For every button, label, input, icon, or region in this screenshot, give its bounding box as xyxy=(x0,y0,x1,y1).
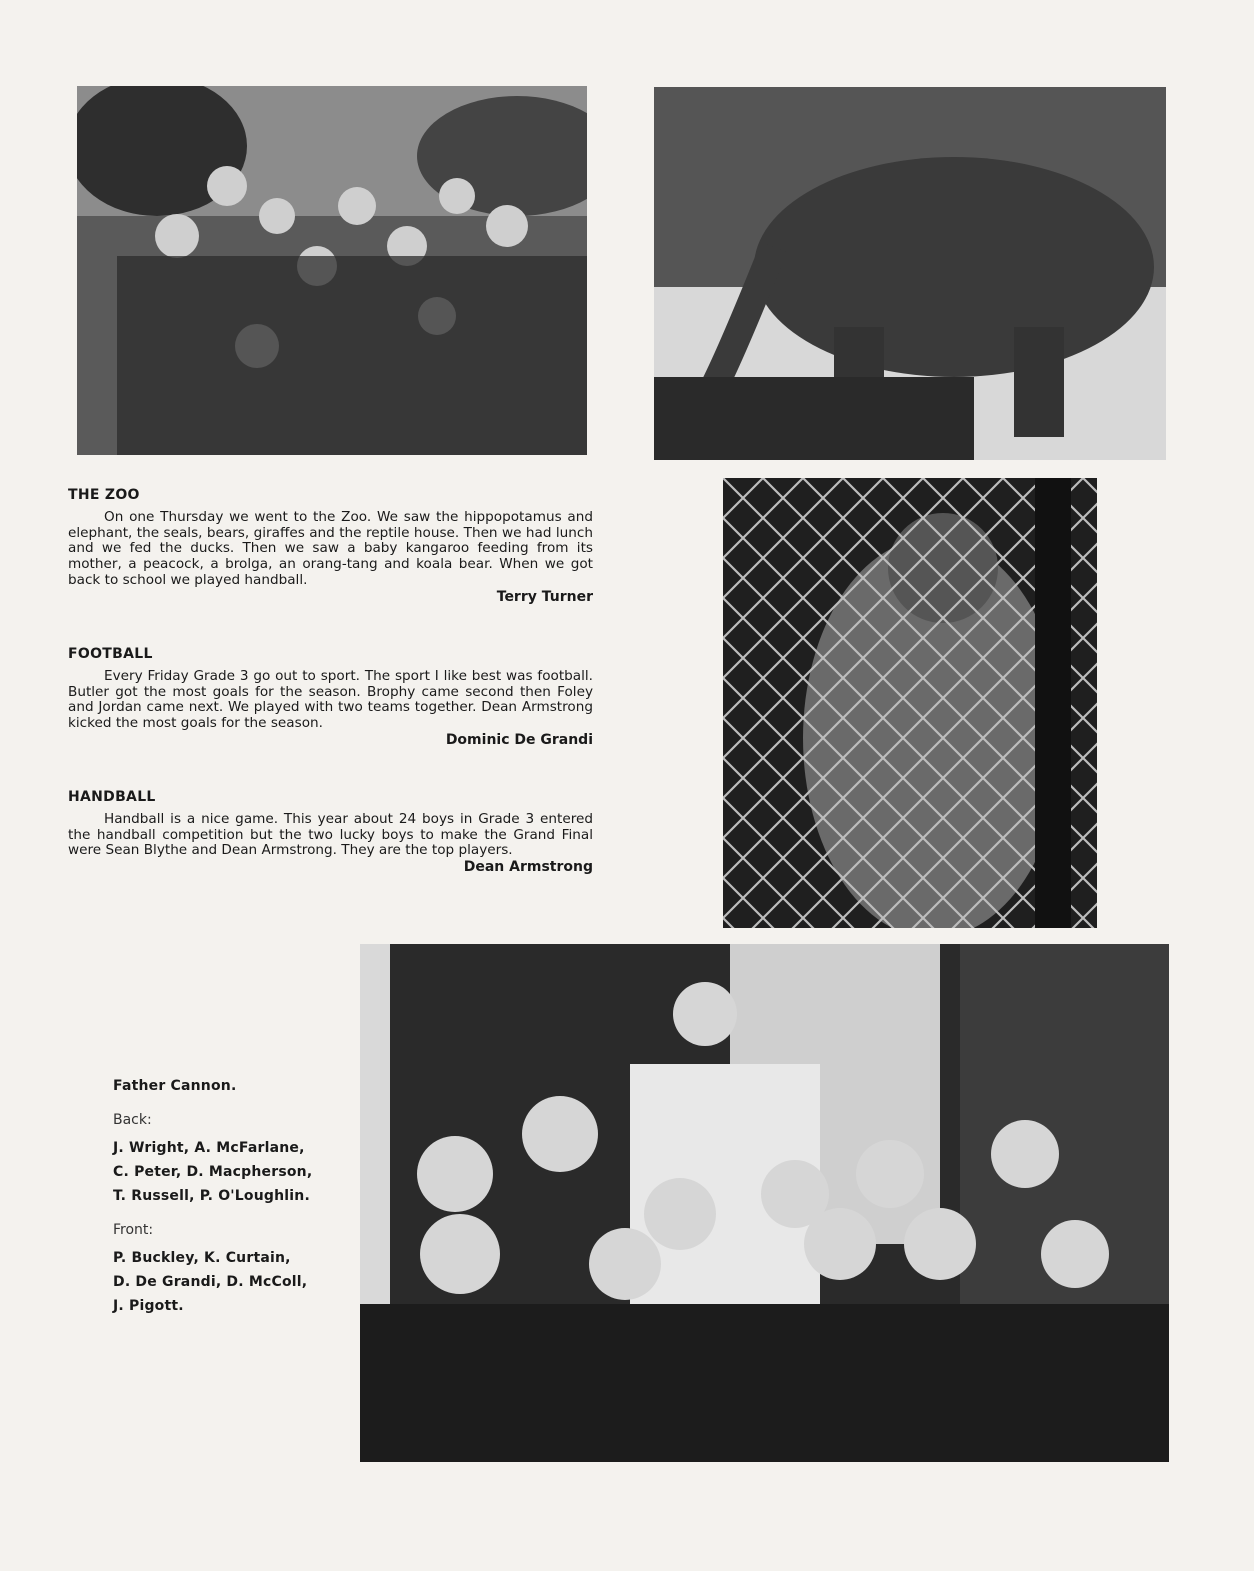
class-photo-caption xyxy=(113,1074,353,1318)
caption-front-line: D. De Grandi, D. McColl, xyxy=(113,1274,308,1290)
article-football xyxy=(68,647,593,749)
article-author: Terry Turner xyxy=(496,588,593,605)
article-handball xyxy=(68,790,593,876)
article-zoo xyxy=(68,488,593,606)
article-author: Dominic De Grandi xyxy=(445,731,593,748)
article-body: Every Friday Grade 3 go out to sport. The sport I like best was football. Butler got the most goals for the season. Brophy came second then Foley and Jordan came next. We played with two teams together. Dean Armstrong kicked the most goals for the season. xyxy=(68,667,593,732)
photo-elephant xyxy=(654,87,1166,460)
caption-front-line: J. Pigott. xyxy=(113,1298,184,1314)
caption-back-line: C. Peter, D. Macpherson, xyxy=(113,1164,313,1180)
article-heading: FOOTBALL xyxy=(68,646,153,662)
photo-monkey-behind-fence xyxy=(723,478,1097,928)
article-body: Handball is a nice game. This year about 24 boys in Grade 3 entered the handball competition but the two lucky boys to make the Grand Final were Sean Blythe and Dean Armstrong. They are the top players. xyxy=(68,810,593,859)
article-heading: THE ZOO xyxy=(68,487,140,503)
caption-back-line: J. Wright, A. McFarlane, xyxy=(113,1140,305,1156)
caption-back-line: T. Russell, P. O'Loughlin. xyxy=(113,1188,310,1204)
photo-class-group xyxy=(360,944,1169,1462)
caption-front-label: Front: xyxy=(113,1222,154,1238)
article-heading: HANDBALL xyxy=(68,789,156,805)
article-author: Dean Armstrong xyxy=(463,859,593,876)
caption-teacher: Father Cannon. xyxy=(113,1078,237,1094)
article-body: On one Thursday we went to the Zoo. We saw the hippopotamus and elephant, the seals, bears, giraffes and the reptile house. Then we had lunch and we fed the ducks. Then we saw a baby kangaroo feeding from its mother, a peacock, a brolga, an orang-tang and koala bear. When we got back to school we played handball. xyxy=(68,508,593,588)
caption-back-label: Back: xyxy=(113,1112,152,1128)
caption-front-line: P. Buckley, K. Curtain, xyxy=(113,1250,291,1266)
photo-group-children xyxy=(77,86,587,455)
